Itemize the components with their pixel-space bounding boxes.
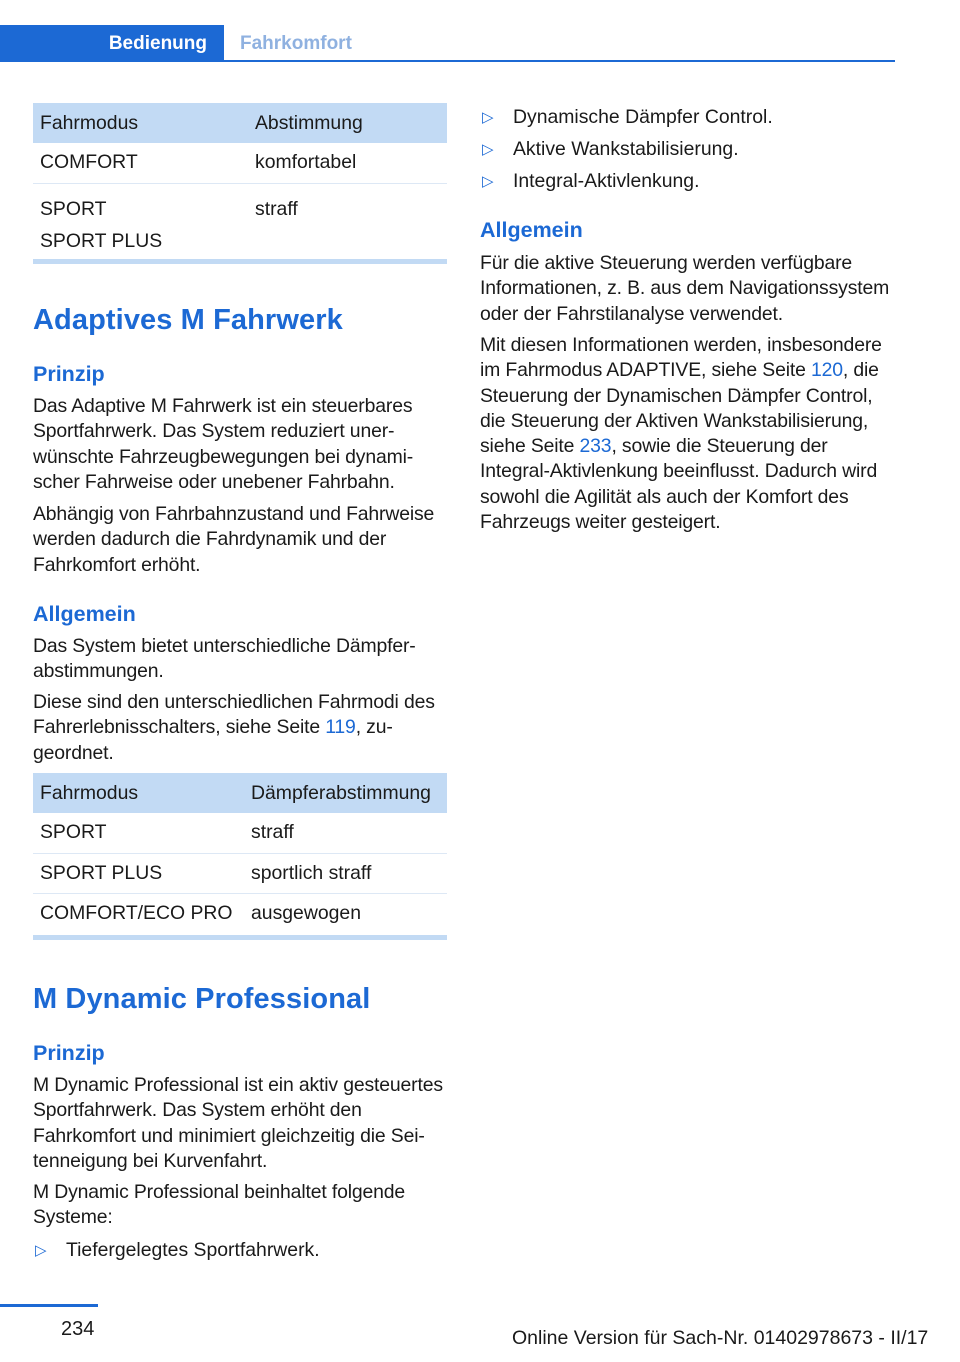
subheading-prinzip: Prinzip [33, 362, 105, 386]
chapter-tab-bedienung[interactable]: Bedienung [0, 25, 224, 62]
list-item-text: Tiefergelegtes Sportfahrwerk. [66, 1239, 320, 1261]
table-end-rule [33, 935, 447, 940]
triangle-right-icon: ▷ [482, 141, 494, 158]
system-list-left [33, 1238, 447, 1263]
list-item [480, 137, 895, 162]
list-item-text: Aktive Wankstabilisierung. [513, 138, 739, 160]
paragraph: Das Adaptive M Fahrwerk ist ein steuerbares Sportfahrwerk. Das System reduziert unerwünschte Fahrzeugbewegungen bei dynamischer Fahrweise oder unebener Fahrbahn. [33, 395, 414, 493]
triangle-right-icon: ▷ [482, 109, 494, 126]
paragraph: M Dynamic Professional ist ein aktiv gesteuertes Sportfahrwerk. Das System erhöht den Fahrkomfort und minimiert gleichzeitig die Seitenneigung bei Kurvenfahrt. [33, 1074, 443, 1172]
section-tab-fahrkomfort[interactable]: Fahrkomfort [240, 33, 352, 54]
table-cell-mode: COMFORT [33, 143, 248, 183]
triangle-right-icon: ▷ [482, 173, 494, 190]
list-item-text: Integral-Aktivlenkung. [513, 170, 700, 192]
table-row [33, 143, 447, 183]
table-header-fahrmodus: Fahrmodus [33, 773, 244, 813]
footer-rule [0, 1304, 98, 1307]
subheading-allgemein: Allgemein [480, 218, 583, 242]
page-link-233[interactable]: 233 [579, 435, 612, 458]
table-abstimmung [33, 103, 447, 264]
system-list-right [480, 105, 895, 194]
table-cell-mode-line1: SPORT [40, 197, 107, 220]
text-run: , sowie die Steuerung der Integral-Aktivlenkung beeinflusst. Dadurch wird sowohl die Agilität als auch der Komfort des Fahrzeugs weiter gesteigert. [480, 435, 878, 534]
paragraph: M Dynamic Professional beinhaltet folgende Systeme: [33, 1181, 406, 1229]
text-run: Diese sind den unterschiedlichen Fahrmodi des Fahrerlebnisschalters, siehe Seite [33, 691, 435, 739]
table-header-abstimmung: Abstimmung [248, 103, 447, 143]
paragraph: Das System bietet unterschiedliche Dämpferabstimmungen. [33, 635, 416, 683]
table-daempferabstimmung [33, 773, 447, 940]
table-row [33, 893, 447, 933]
table-header-daempferabstimmung: Dämpferabstimmung [244, 773, 447, 813]
text-run: Mit diesen Informationen werden, insbesondere im Fahrmodus ADAPTIVE, siehe Seite [480, 334, 882, 382]
table-cell-mode [33, 183, 248, 257]
table-cell-mode: SPORT PLUS [33, 853, 244, 893]
table-cell-value: ausgewogen [251, 901, 361, 924]
table-cell-value: komfortabel [248, 143, 447, 183]
table-row [33, 183, 447, 257]
paragraph: Für die aktive Steuerung werden verfügbare Informationen, z. B. aus dem Navigationssystem oder der Fahrstilanalyse verwendet. [480, 252, 890, 325]
text-run: , zugeordnet. [33, 716, 393, 764]
page-number: 234 [61, 1318, 95, 1340]
text-run: , die Steuerung der Dynamischen Dämpfer Control, die Steuerung der Aktiven Wankstabilisierung, siehe Seite [480, 359, 879, 458]
table-cell-value: straff [255, 197, 298, 220]
list-item [480, 105, 895, 130]
page-header [0, 25, 895, 62]
table-cell-mode: SPORT [33, 813, 244, 853]
subheading-prinzip: Prinzip [33, 1041, 105, 1065]
page-link-120[interactable]: 120 [811, 359, 843, 382]
subheading-allgemein: Allgemein [33, 602, 136, 626]
paragraph [480, 333, 895, 535]
list-item [33, 1238, 447, 1263]
list-item [480, 169, 895, 194]
table-cell-value: straff [244, 813, 447, 853]
table-row [33, 813, 447, 853]
table-cell-mode: COMFORT/ECO PRO [40, 901, 233, 924]
page-link-119[interactable]: 119 [325, 716, 356, 739]
triangle-right-icon: ▷ [35, 1242, 47, 1259]
paragraph: Abhängig von Fahrbahnzustand und Fahrweise werden dadurch die Fahrdynamik und der Fahrkomfort erhöht. [33, 503, 435, 576]
table-cell-value: sportlich straff [244, 853, 447, 893]
section-title-m-dynamic-professional: M Dynamic Professional [33, 983, 371, 1015]
table-cell-mode-line2: SPORT PLUS [40, 229, 163, 252]
online-version-note: Online Version für Sach-Nr. 01402978673 - II/17 [512, 1327, 929, 1349]
paragraph [33, 690, 447, 766]
table-row [33, 853, 447, 893]
table-end-rule [33, 259, 447, 264]
table-header-fahrmodus: Fahrmodus [33, 103, 248, 143]
section-title-adaptives-m-fahrwerk: Adaptives M Fahrwerk [33, 304, 343, 336]
list-item-text: Dynamische Dämpfer Control. [513, 106, 773, 128]
